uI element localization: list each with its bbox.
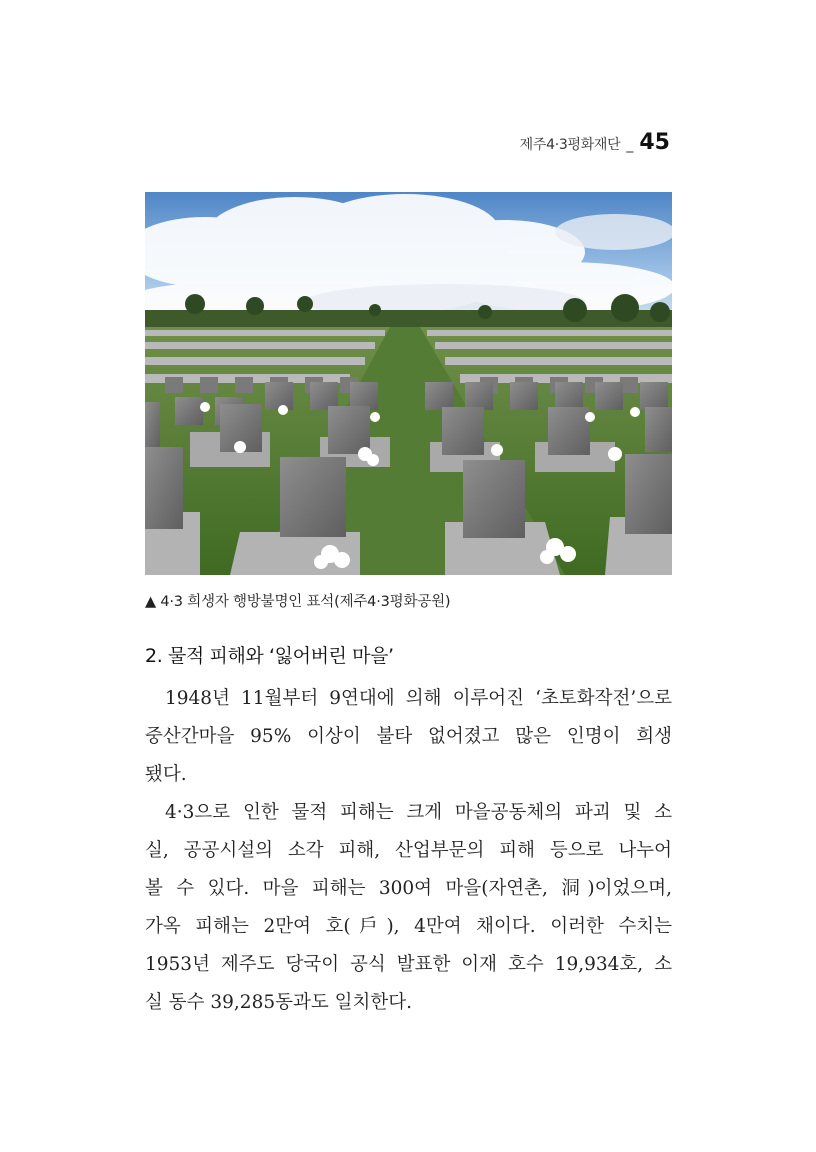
paragraph-line: 1953년 제주도 당국이 공식 발표한 이재 호수 19,934호, 소 (145, 954, 672, 975)
paragraph-line: 볼 수 있다. 마을 피해는 300여 마을(자연촌, 洞)이었으며, (145, 878, 672, 899)
page-number: 45 (639, 130, 670, 155)
section-title: 2. 물적 피해와 ‘잃어버린 마을’ (145, 645, 394, 667)
paragraph-line: 중산간마을 95% 이상이 불타 없어졌고 많은 인명이 희생 (145, 726, 672, 747)
paragraph-1 (145, 680, 672, 794)
paragraph-line: 실, 공공시설의 소각 피해, 산업부문의 피해 등으로 나누어 (145, 840, 672, 861)
header-separator: _ (626, 137, 634, 153)
cemetery-photo-image (145, 192, 672, 575)
paragraph-2 (145, 794, 672, 1022)
photo-caption: ▲ 4·3 희생자 행방불명인 표석(제주4·3평화공원) (145, 594, 451, 610)
paragraph-line: 가옥 피해는 2만여 호(戶), 4만여 채이다. 이러한 수치는 (145, 916, 672, 937)
paragraph-line: 실 동수 39,285동과도 일치한다. (145, 992, 412, 1013)
cemetery-photo (145, 192, 672, 575)
paragraph-line: 4·3으로 인한 물적 피해는 크게 마을공동체의 파괴 및 소 (165, 802, 672, 823)
paragraph-line: 1948년 11월부터 9연대에 의해 이루어진 ‘초토화작전’으로 (165, 688, 672, 709)
header-org: 제주4·3평화재단 (519, 137, 621, 153)
paragraph-line: 됐다. (145, 764, 187, 785)
page-header (520, 130, 670, 155)
